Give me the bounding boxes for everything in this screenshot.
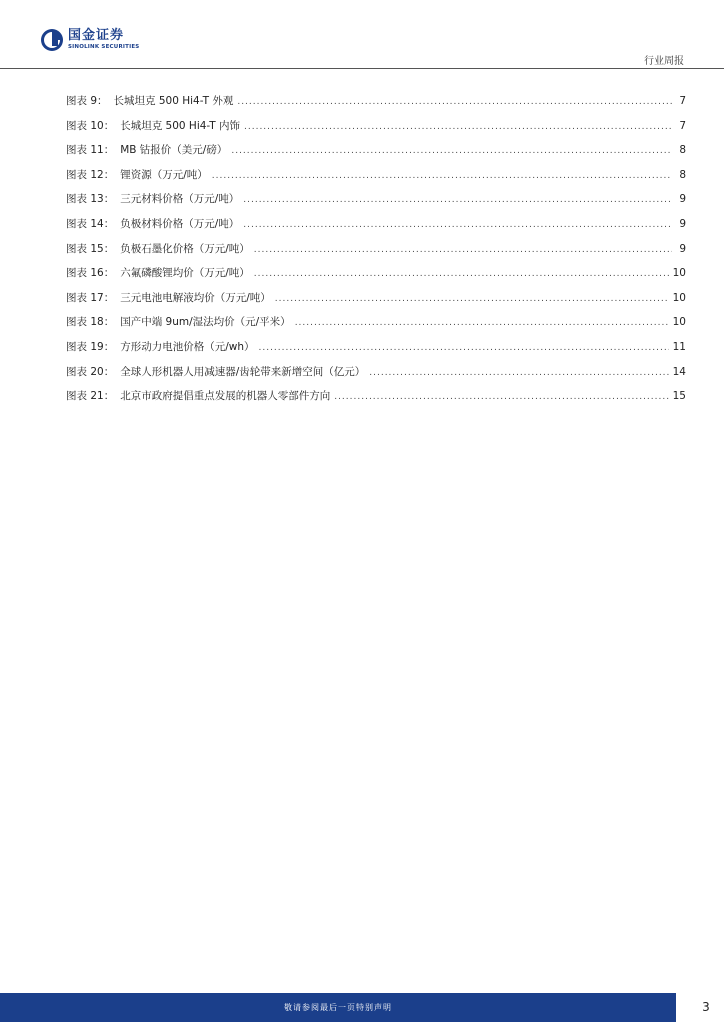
toc-entry-title: 国产中端 9um/湿法均价（元/平米） [120,316,291,329]
toc-entry-title: 长城坦克 500 Hi4-T 外观 [113,95,234,107]
toc-entry-page: 10 [672,291,686,304]
toc-leader-dots [334,392,668,402]
toc-entry-title: 北京市政府提倡重点发展的机器人零部件方向 [120,390,331,403]
toc-entry-title: 三元材料价格（万元/吨） [120,193,240,206]
toc-leader-dots [243,220,672,230]
toc-entry-page: 8 [679,144,686,157]
toc-leader-dots [231,146,672,156]
toc-entry[interactable] [66,167,686,192]
sinolink-logo-icon [40,28,64,52]
toc-entry[interactable] [66,290,686,315]
toc-entry-title: 长城坦克 500 Hi4-T 内饰 [120,119,240,132]
toc-entry-page: 8 [679,168,686,181]
toc-entry-label: 图表 16： [66,267,115,280]
toc-entry[interactable] [66,93,686,118]
toc-entry-label: 图表 11： [66,144,115,157]
toc-entry-page: 7 [679,95,686,107]
toc-entry-label: 图表 9： [66,95,108,107]
toc-entry-label: 图表 13： [66,193,115,206]
toc-entry[interactable] [66,339,686,364]
figure-list [66,93,686,413]
footer-disclaimer: 敬请参阅最后一页特别声明 [284,1003,392,1012]
toc-entry-label: 图表 14： [66,217,115,230]
page-header [0,0,724,70]
toc-entry-page: 7 [679,119,686,132]
toc-leader-dots [275,294,669,304]
logo-chinese-name: 国金证券 [68,28,125,43]
toc-leader-dots [295,318,669,328]
toc-leader-dots [244,122,672,132]
toc-entry-label: 图表 19： [66,340,115,353]
toc-entry-page: 14 [672,365,686,378]
toc-leader-dots [258,343,668,353]
toc-entry-title: MB 钴报价（美元/磅） [120,144,228,157]
page-footer [0,993,724,1024]
toc-entry-label: 图表 21： [66,390,115,403]
toc-entry-label: 图表 18： [66,316,115,329]
toc-entry-label: 图表 20： [66,365,115,378]
toc-entry-title: 六氟磷酸锂均价（万元/吨） [120,267,250,280]
logo-english-name: SINOLINK SECURITIES [68,44,140,50]
toc-entry-label: 图表 17： [66,291,115,304]
toc-entry-page: 15 [672,390,686,403]
toc-leader-dots [243,195,672,205]
report-type-label: 行业周报 [644,56,684,67]
toc-entry[interactable] [66,191,686,216]
toc-entry-title: 全球人形机器人用减速器/齿轮带来新增空间（亿元） [120,365,366,378]
toc-entry-page: 9 [679,242,686,255]
toc-entry[interactable] [66,216,686,241]
toc-leader-dots [254,245,672,255]
toc-entry[interactable] [66,364,686,389]
toc-entry[interactable] [66,142,686,167]
toc-entry-label: 图表 15： [66,242,115,255]
toc-leader-dots [212,171,672,181]
toc-entry-label: 图表 10： [66,119,115,132]
toc-entry-title: 三元电池电解液均价（万元/吨） [120,291,271,304]
toc-entry-page: 9 [679,193,686,206]
toc-entry-title: 负极石墨化价格（万元/吨） [120,242,250,255]
header-divider [0,68,724,69]
toc-entry-title: 负极材料价格（万元/吨） [120,217,240,230]
toc-entry-page: 10 [672,316,686,329]
toc-entry[interactable] [66,388,686,413]
toc-leader-dots [237,97,672,107]
toc-leader-dots [369,368,668,378]
sinolink-logo [40,28,139,52]
toc-entry-page: 11 [672,340,686,353]
toc-entry-page: 10 [672,267,686,280]
toc-entry[interactable] [66,118,686,143]
toc-entry-title: 方形动力电池价格（元/wh） [120,340,255,353]
toc-leader-dots [254,269,669,279]
toc-entry[interactable] [66,314,686,339]
toc-entry[interactable] [66,241,686,266]
page-number: 3 [702,1000,710,1014]
toc-entry-page: 9 [679,217,686,230]
toc-entry-title: 锂资源（万元/吨） [120,168,208,181]
toc-entry-label: 图表 12： [66,168,115,181]
toc-entry[interactable] [66,265,686,290]
